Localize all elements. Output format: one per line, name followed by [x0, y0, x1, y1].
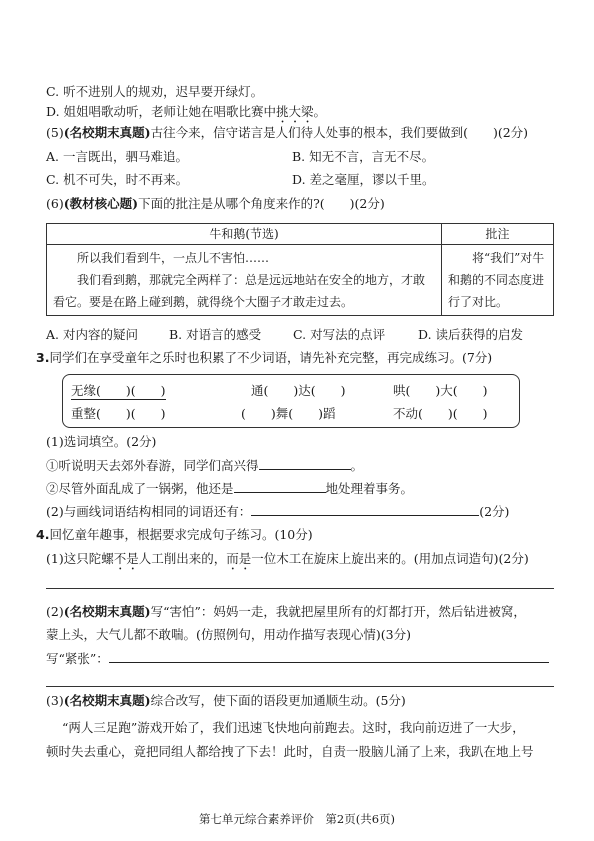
- dotted-word-not: 不是: [113, 551, 139, 566]
- sub-2-text-1: 写“害怕”：妈妈一走，我就把屋里所有的灯都打开，然后钻进被窝，: [150, 604, 526, 619]
- question-3-sub-2-blank[interactable]: [251, 503, 479, 516]
- word-item-2: 通( )达( ): [251, 383, 346, 398]
- write-nervous-label: 写“紧张”：: [46, 651, 109, 666]
- question-3-number: 3.: [36, 350, 50, 365]
- sub-2-number: (2): [46, 604, 64, 619]
- answer-line-1[interactable]: [46, 588, 554, 589]
- write-nervous-blank[interactable]: [109, 650, 549, 663]
- fill-in-2-text: ②尽管外面乱成了一锅粥，他还是: [46, 481, 234, 496]
- fill-in-2: [46, 480, 413, 497]
- passage-paragraph-2: 我们看到鹅，那就完全两样了：总是远远地站在安全的地方，才敢看它。要是在路上碰到鹅，就得绕个大圈子才敢走过去。: [53, 273, 426, 309]
- answer-line-2[interactable]: [46, 686, 554, 687]
- question-5-number: (5): [46, 125, 64, 140]
- question-6-option-b: B. 对语言的感受: [169, 327, 262, 342]
- sub-2-text-line-2: 蒙上头，大气儿都不敢喘。(仿照例句，用动作描写表现心情)(3分): [46, 627, 411, 642]
- question-3-sub-2: [46, 503, 509, 520]
- sub-2-tag: (名校期末真题): [63, 604, 151, 619]
- question-6-number: (6): [46, 196, 64, 211]
- word-item-5: ( )舞( )蹈: [241, 406, 336, 421]
- question-3-sub-2-text: (2)与画线词语结构相同的词语还有：: [46, 504, 252, 519]
- annotation-cell: [442, 245, 554, 316]
- question-5-stem: [46, 125, 528, 141]
- option-d-end: 。: [313, 104, 327, 119]
- question-5-tag: (名校期末真题): [63, 125, 151, 140]
- question-5-option-c: C. 机不可失，时不再来。: [46, 172, 189, 187]
- question-6-option-c: C. 对写法的点评: [293, 327, 386, 342]
- sub-1-part-c: 人工削出来的，: [138, 551, 227, 566]
- word-item-4: 重整( )( ): [71, 406, 166, 421]
- word-box: [62, 374, 520, 428]
- question-6-option-a: A. 对内容的疑问: [46, 327, 138, 342]
- fill-in-2-blank[interactable]: [234, 480, 326, 493]
- question-5-text: 古往今来，信守诺言是人们待人处事的根本，我们要做到( )(2分): [150, 125, 529, 140]
- question-4-number: 4.: [36, 527, 50, 542]
- table-header-annotation: 批注: [442, 224, 554, 245]
- dotted-word: 挑大梁: [276, 104, 314, 119]
- question-6-stem: [46, 196, 385, 212]
- question-6-option-d: D. 读后获得的启发: [418, 327, 524, 342]
- fill-in-1: [46, 457, 363, 474]
- sub-3-text: 综合改写，使下面的语段更加通顺生动。(5分): [150, 693, 406, 708]
- fill-in-1-blank[interactable]: [259, 457, 351, 470]
- option-c-line: C. 听不进别人的规劝，迟早要开绿灯。: [46, 84, 264, 99]
- dotted-word-but: 而是: [226, 551, 252, 566]
- question-4-text: 回忆童年趣事，根据要求完成句子练习。(10分): [49, 527, 313, 542]
- passage-cell: [47, 245, 442, 316]
- question-3-sub-1: (1)选词填空。(2分): [46, 434, 157, 449]
- question-5-option-d: D. 差之毫厘，谬以千里。: [292, 172, 435, 187]
- annotation-table: [46, 223, 554, 316]
- fill-in-1-text: ①听说明天去郊外春游，同学们高兴得: [46, 458, 259, 473]
- fill-in-2-end: 地处理着事务。: [325, 481, 414, 496]
- word-item-1: 无缘( )( ): [71, 383, 166, 398]
- word-item-3: 哄( )大( ): [393, 383, 488, 398]
- passage-paragraph-1: 所以我们看到牛，一点儿不害怕……: [77, 251, 270, 265]
- page-footer: 第七单元综合素养评价 第2页(共6页): [198, 812, 396, 826]
- question-6-tag: (教材核心题): [63, 196, 139, 211]
- table-header-passage: 牛和鹅(节选): [47, 224, 442, 245]
- write-nervous-line: [46, 650, 549, 667]
- question-4-stem: [36, 527, 313, 543]
- sub-1-part-e: 一位木工在旋床上旋出来的。(用加点词造句)(2分): [251, 551, 529, 566]
- fill-in-1-end: 。: [350, 458, 364, 473]
- question-4-sub-2: [46, 604, 526, 620]
- option-d-text: D. 姐姐唱歌动听，老师让她在唱歌比赛中: [46, 104, 277, 119]
- sub-1-part-a: (1)这只陀螺: [46, 551, 114, 566]
- question-3-stem: [36, 350, 492, 366]
- rewrite-paragraph-line-2: 顿时失去重心，竟把同组人都给拽了下去！此时，自责一股脑儿涌了上来，我趴在地上号: [46, 744, 534, 759]
- question-4-sub-1: [46, 551, 529, 573]
- word-item-6: 不动( )( ): [393, 406, 488, 421]
- question-4-sub-3: [46, 693, 406, 709]
- sub-3-number: (3): [46, 693, 64, 708]
- option-d-line: [46, 104, 326, 126]
- question-5-option-a: A. 一言既出，驷马难追。: [46, 149, 188, 164]
- question-3-sub-2-score: (2分): [479, 504, 510, 519]
- annotation-text: 将“我们”对牛和鹅的不同态度进行了对比。: [448, 251, 545, 309]
- sub-3-tag: (名校期末真题): [63, 693, 151, 708]
- rewrite-paragraph-line-1: “两人三足跑”游戏开始了，我们迅速飞快地向前跑去。这时，我向前迈进了一大步，: [62, 720, 525, 735]
- question-6-text: 下面的批注是从哪个角度来作的?( )(2分): [138, 196, 385, 211]
- question-3-text: 同学们在享受童年之乐时也积累了不少词语，请先补充完整，再完成练习。(7分): [49, 350, 493, 365]
- question-5-option-b: B. 知无不言，言无不尽。: [292, 149, 435, 164]
